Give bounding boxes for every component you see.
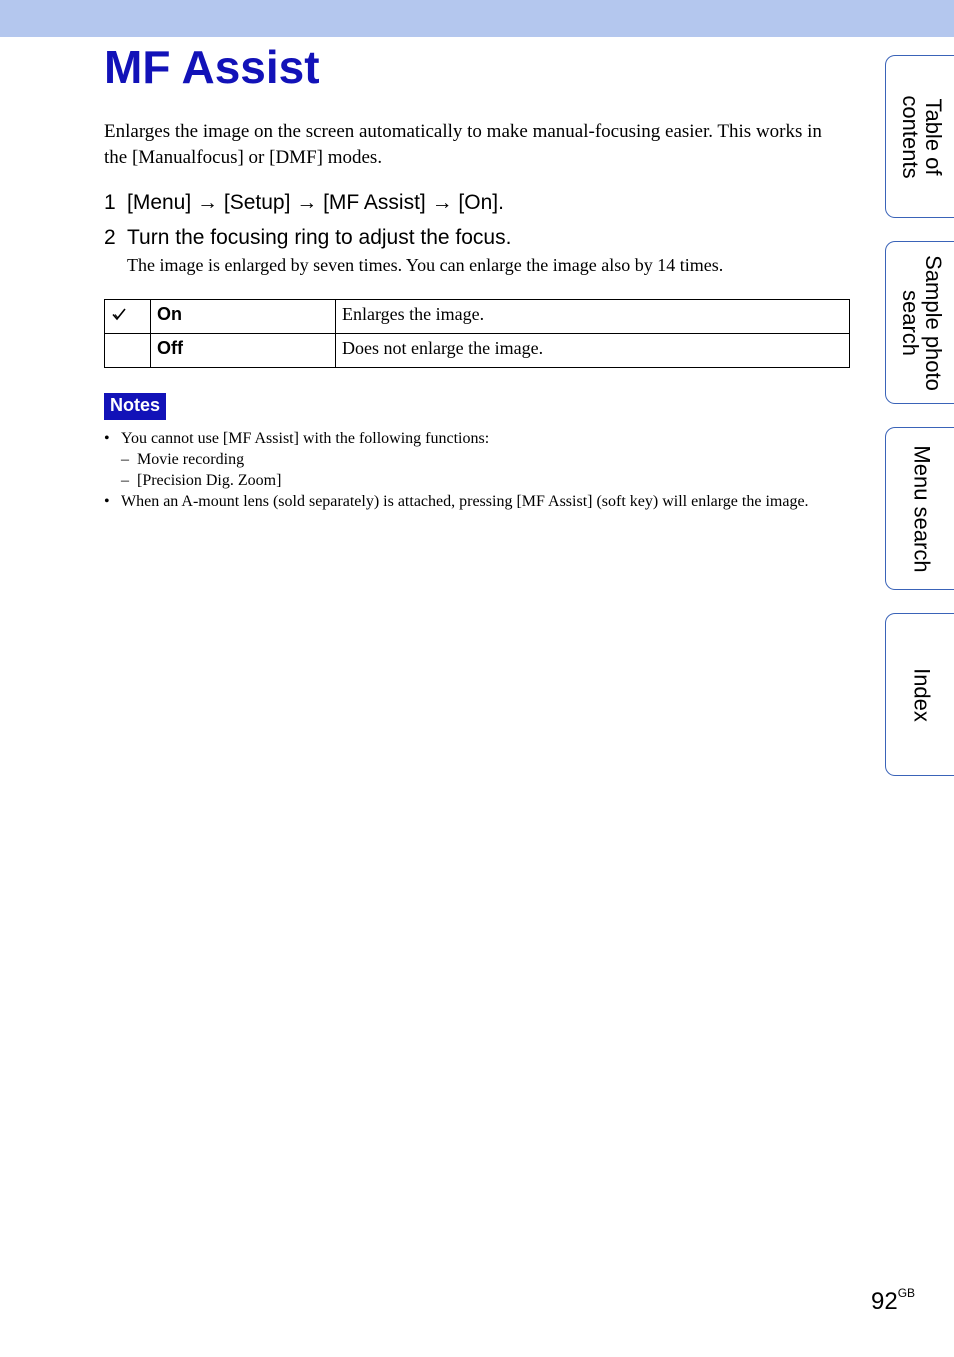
tab-index[interactable] xyxy=(885,613,954,776)
list-item: – [Precision Dig. Zoom] xyxy=(121,472,282,489)
sub-list xyxy=(121,449,824,491)
note-text: When an A-mount lens (sold separately) is attached, pressing [MF Assist] (soft key) will enlarge the image. xyxy=(121,493,809,510)
option-description: Does not enlarge the image. xyxy=(336,334,850,368)
tab-table-of-contents[interactable] xyxy=(885,55,954,218)
bullet: • xyxy=(104,493,110,510)
top-band xyxy=(0,0,954,37)
page-suffix: GB xyxy=(897,1286,916,1300)
notes-heading: Notes xyxy=(104,393,166,420)
notes-list xyxy=(104,428,824,512)
table-row xyxy=(105,300,850,334)
intro-text: Enlarges the image on the screen automatically to make manual-focusing easier. This works in the [Manualfocus] or [DMF] modes. xyxy=(104,121,822,168)
option-description: Enlarges the image. xyxy=(336,300,850,334)
table-row xyxy=(105,334,850,368)
sub-item-text: Movie recording xyxy=(137,451,245,468)
default-mark-cell xyxy=(105,300,151,334)
tab-sample-photo-search[interactable] xyxy=(885,241,954,404)
step-number: 2 xyxy=(104,226,116,249)
tab-label: Menu search xyxy=(909,444,935,573)
page-number: $92^{GB}$ xyxy=(871,1286,916,1315)
check-icon xyxy=(111,306,127,327)
tab-label: Sample photo search xyxy=(898,254,946,391)
step-2 xyxy=(104,224,511,252)
step-number: 1 xyxy=(104,191,116,214)
tab-label: Table of contents xyxy=(898,94,946,179)
option-label: On xyxy=(151,300,336,334)
step-note: The image is enlarged by seven times. You can enlarge the image also by 14 times. xyxy=(127,255,724,275)
step-1 xyxy=(104,189,504,217)
bullet: • xyxy=(104,430,110,447)
list-item xyxy=(104,428,824,491)
tab-label: Index xyxy=(909,667,935,722)
step-text: Turn the focusing ring to adjust the focus. xyxy=(127,226,512,249)
page-title: MF Assist xyxy=(104,41,320,93)
list-item: – Movie recording xyxy=(121,451,245,468)
step-text: [Menu] → [Setup] → [MF Assist] → [On]. xyxy=(127,191,504,214)
list-item xyxy=(104,491,824,512)
tab-menu-search[interactable] xyxy=(885,427,954,590)
default-mark-cell xyxy=(105,334,151,368)
option-label: Off xyxy=(151,334,336,368)
options-table xyxy=(104,299,850,368)
note-text: You cannot use [MF Assist] with the following functions: xyxy=(121,430,490,447)
sub-item-text: [Precision Dig. Zoom] xyxy=(137,472,282,489)
